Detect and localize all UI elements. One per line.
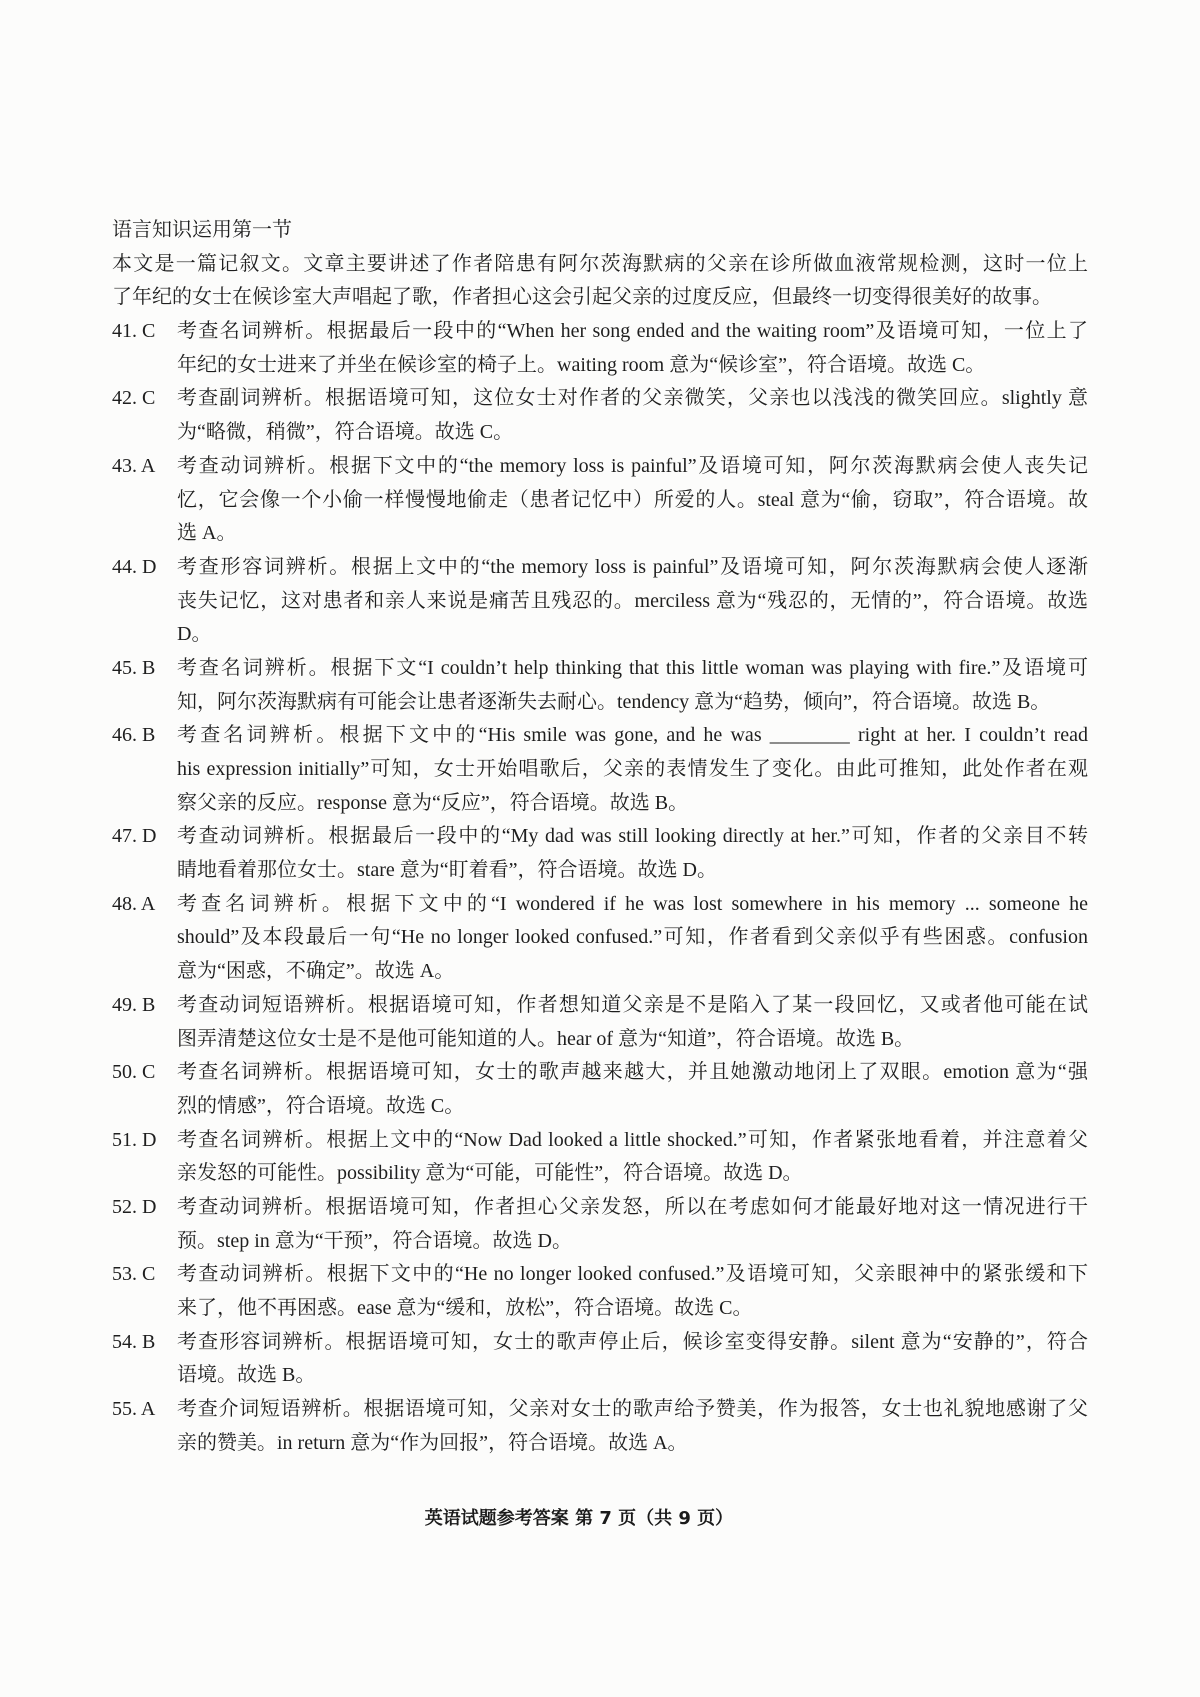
- answer-number: 47. D: [112, 825, 157, 848]
- answer-number: 53. C: [112, 1263, 156, 1286]
- answer-number: 43. A: [112, 454, 156, 477]
- answer-line: 年纪的女士进来了并坐在候诊室的椅子上。waiting room 意为“候诊室”，符合语境。故选 C。: [177, 353, 986, 376]
- answer-explanation: [177, 1393, 1088, 1460]
- answer-line: 考查动词辨析。根据下文中的“He no longer looked confused.”及语境可知，父亲眼神中的紧张缓和下: [177, 1263, 1088, 1286]
- answer-line: 考查名词辨析。根据下文“I couldn’t help thinking that this little woman was playing with fire.”及语境可: [177, 656, 1088, 679]
- answer-line: 烈的情感”，符合语境。故选 C。: [177, 1094, 465, 1117]
- answer-number: 50. C: [112, 1061, 156, 1084]
- answer-item-43: [112, 450, 1088, 551]
- answer-item-53: [112, 1258, 1088, 1325]
- answer-explanation: [177, 719, 1088, 820]
- answer-line: 忆，它会像一个小偷一样慢慢地偷走（患者记忆中）所爱的人。steal 意为“偷，窃取”，符合语境。故: [177, 488, 1088, 511]
- answer-item-41: [112, 315, 1088, 382]
- answer-line: 来了，他不再困惑。ease 意为“缓和，放松”，符合语境。故选 C。: [177, 1297, 753, 1319]
- answer-line: 选 A。: [177, 522, 237, 545]
- answer-explanation: [177, 1056, 1088, 1123]
- answer-line: 考查动词短语辨析。根据语境可知，作者想知道父亲是不是陷入了某一段回忆，又或者他可能在试: [177, 993, 1088, 1016]
- answer-line: 考查形容词辨析。根据语境可知，女士的歌声停止后，候诊室变得安静。silent 意为“安静的”，符合: [177, 1330, 1088, 1353]
- answer-item-42: [112, 382, 1088, 449]
- answer-line: 亲发怒的可能性。possibility 意为“可能，可能性”，符合语境。故选 D。: [177, 1162, 803, 1185]
- answer-content: [112, 214, 1088, 1460]
- answer-line: 考查动词辨析。根据最后一段中的“My dad was still looking directly at her.”可知，作者的父亲目不转: [177, 825, 1088, 848]
- answer-number: 44. D: [112, 555, 157, 578]
- answer-line: 考查副词辨析。根据语境可知，这位女士对作者的父亲微笑，父亲也以浅浅的微笑回应。slightly 意: [177, 387, 1088, 410]
- answer-item-47: [112, 820, 1088, 887]
- answer-line: should”及本段最后一句“He no longer looked confused.”可知，作者看到父亲似乎有些困惑。confusion: [177, 926, 1088, 949]
- answer-number: 46. B: [112, 724, 156, 747]
- answer-number: 49. B: [112, 993, 156, 1016]
- answer-explanation: [177, 551, 1088, 652]
- section-title: 语言知识运用第一节: [112, 219, 292, 241]
- answer-line: 为“略微，稍微”，符合语境。故选 C。: [177, 421, 514, 444]
- answer-line: 图弄清楚这位女士是不是他可能知道的人。hear of 意为“知道”，符合语境。故选 B。: [177, 1027, 915, 1050]
- answer-line: 察父亲的反应。response 意为“反应”，符合语境。故选 B。: [177, 791, 689, 814]
- answer-item-51: [112, 1124, 1088, 1191]
- answer-item-44: [112, 551, 1088, 652]
- answer-line: 考查动词辨析。根据语境可知，作者担心父亲发怒，所以在考虑如何才能最好地对这一情况进行干: [177, 1195, 1088, 1218]
- answer-explanation: [177, 888, 1088, 989]
- answer-explanation: [177, 1124, 1088, 1191]
- answer-explanation: [177, 652, 1088, 719]
- answer-line: 考查名词辨析。根据下文中的“I wondered if he was lost somewhere in his memory ... someone he: [177, 892, 1088, 915]
- page-footer: 英语试题参考答案 第 7 页（共 9 页）: [424, 1508, 734, 1529]
- answer-number: 41. C: [112, 320, 156, 343]
- answer-line: 知，阿尔茨海默病有可能会让患者逐渐失去耐心。tendency 意为“趋势，倾向”，符合语境。故选 B。: [177, 690, 1051, 713]
- answer-explanation: [177, 1326, 1088, 1393]
- answer-item-45: [112, 652, 1088, 719]
- answer-number: 54. B: [112, 1330, 156, 1353]
- answer-explanation: [177, 820, 1088, 887]
- answer-item-55: [112, 1393, 1088, 1460]
- answer-line: 语境。故选 B。: [177, 1364, 316, 1387]
- answer-line: 意为“困惑，不确定”。故选 A。: [177, 960, 455, 983]
- answer-item-50: [112, 1056, 1088, 1123]
- answer-item-48: [112, 888, 1088, 989]
- summary-line: 了年纪的女士在候诊室大声唱起了歌，作者担心这会引起父亲的过度反应，但最终一切变得很美好的故事。: [112, 286, 1052, 309]
- answer-item-46: [112, 719, 1088, 820]
- answer-explanation: [177, 1191, 1088, 1258]
- answer-explanation: [177, 450, 1088, 551]
- answer-line: 考查名词辨析。根据下文中的“His smile was gone, and he was ________ right at her. I couldn’t read: [177, 724, 1088, 747]
- answer-item-52: [112, 1191, 1088, 1258]
- answer-number: 51. D: [112, 1128, 157, 1151]
- answer-number: 45. B: [112, 656, 156, 679]
- answer-line: 考查名词辨析。根据上文中的“Now Dad looked a little shocked.”可知，作者紧张地看着，并注意着父: [177, 1128, 1088, 1151]
- answer-line: 考查动词辨析。根据下文中的“the memory loss is painful”及语境可知，阿尔茨海默病会使人丧失记: [177, 454, 1088, 477]
- answer-number: 48. A: [112, 892, 156, 915]
- answer-line: D。: [177, 623, 212, 646]
- answer-line: 考查形容词辨析。根据上文中的“the memory loss is painful”及语境可知，阿尔茨海默病会使人逐渐: [177, 555, 1088, 578]
- answer-line: 预。step in 意为“干预”，符合语境。故选 D。: [177, 1229, 572, 1252]
- answer-line: 考查名词辨析。根据最后一段中的“When her song ended and the waiting room”及语境可知，一位上了: [177, 320, 1088, 343]
- answer-number: 42. C: [112, 387, 156, 410]
- answer-item-49: [112, 989, 1088, 1056]
- answer-line: 丧失记忆，这对患者和亲人来说是痛苦且残忍的。merciless 意为“残忍的，无情的”，符合语境。故选: [177, 589, 1088, 612]
- answer-line: 睛地看着那位女士。stare 意为“盯着看”，符合语境。故选 D。: [177, 859, 717, 882]
- answer-line: 考查介词短语辨析。根据语境可知，父亲对女士的歌声给予赞美，作为报答，女士也礼貌地感谢了父: [177, 1398, 1088, 1421]
- summary-line: 本文是一篇记叙文。文章主要讲述了作者陪患有阿尔茨海默病的父亲在诊所做血液常规检测，这时一位上: [112, 252, 1088, 275]
- answer-explanation: [177, 382, 1088, 449]
- answer-explanation: [177, 989, 1088, 1056]
- answer-number: 55. A: [112, 1398, 156, 1421]
- answer-line: his expression initially”可知，女士开始唱歌后，父亲的表情发生了变化。由此可推知，此处作者在观: [177, 758, 1088, 780]
- answer-number: 52. D: [112, 1195, 157, 1218]
- answer-line: 亲的赞美。in return 意为“作为回报”，符合语境。故选 A。: [177, 1431, 688, 1454]
- answer-explanation: [177, 315, 1088, 382]
- passage-summary: [112, 248, 1088, 315]
- answer-line: 考查名词辨析。根据语境可知，女士的歌声越来越大，并且她激动地闭上了双眼。emotion 意为“强: [177, 1061, 1088, 1084]
- answer-item-54: [112, 1326, 1088, 1393]
- answer-explanation: [177, 1258, 1088, 1325]
